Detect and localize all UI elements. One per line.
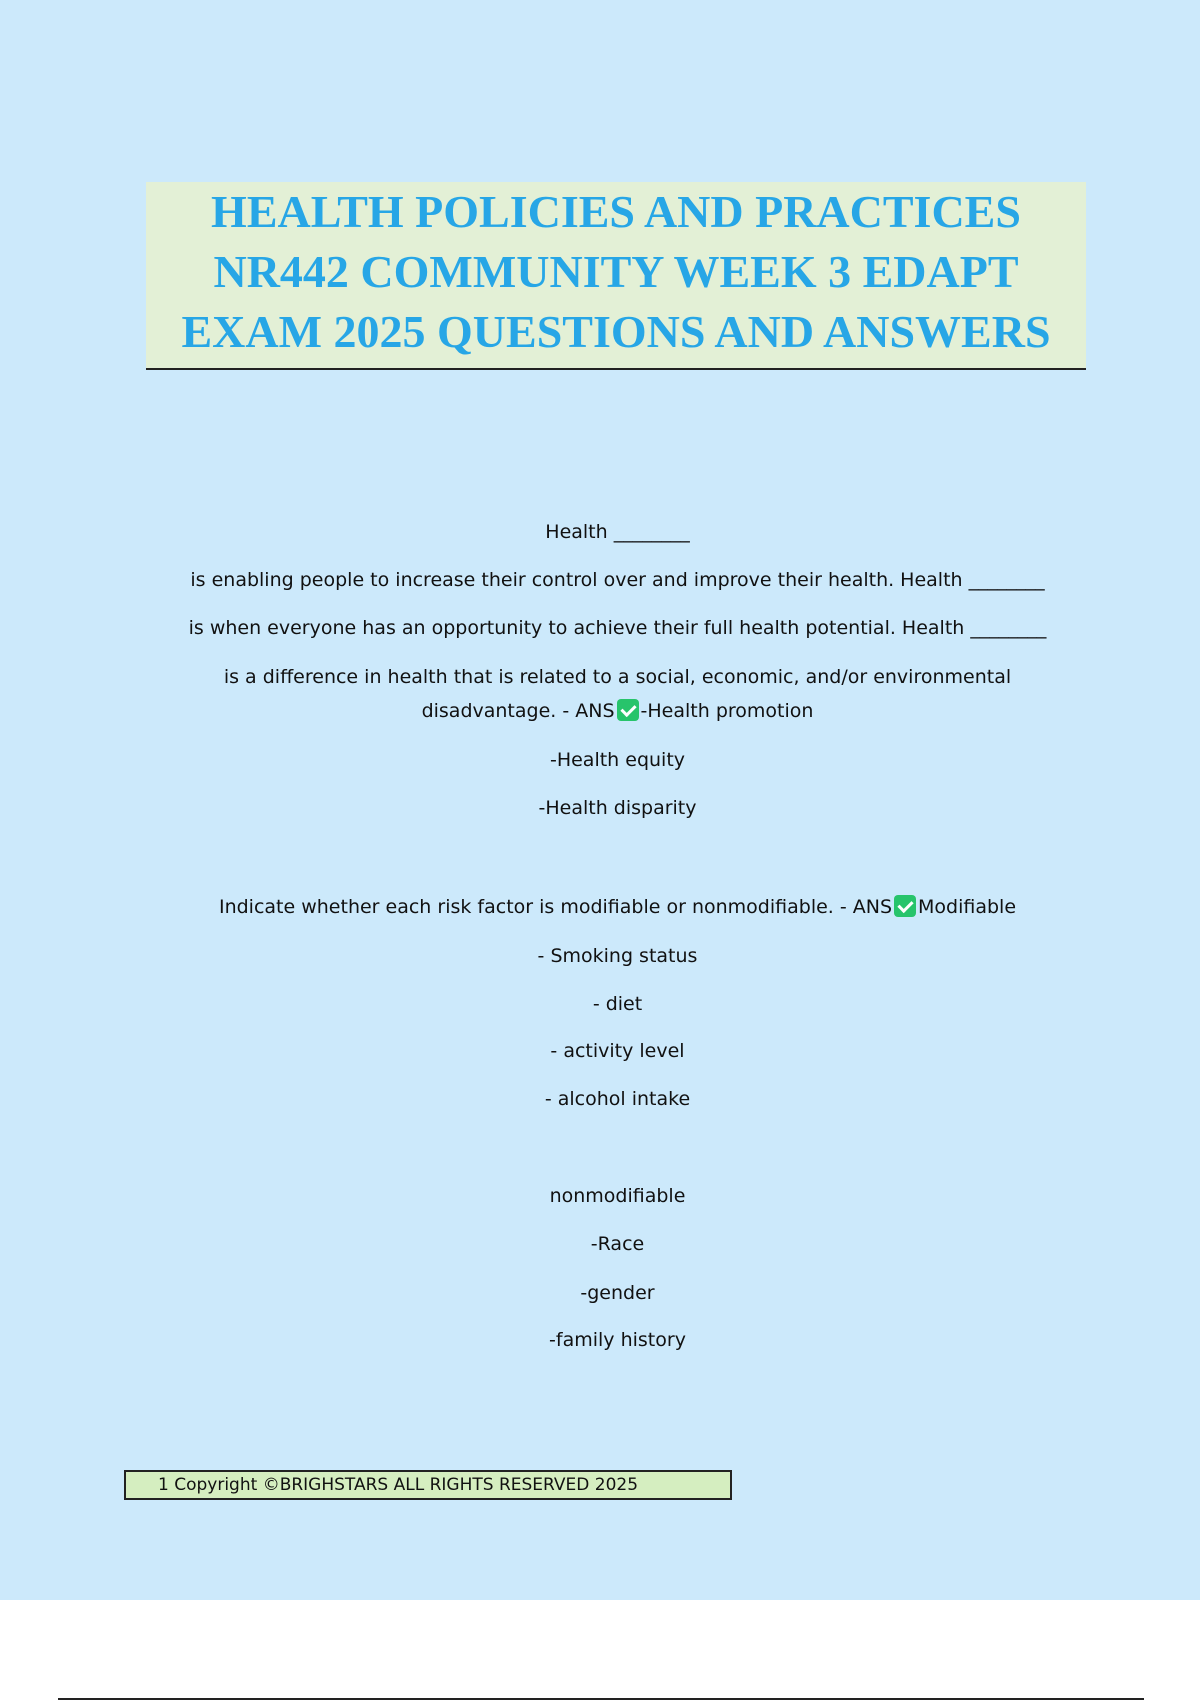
question-1-line-1: Health ________: [545, 521, 690, 543]
nonmodifiable-item: -Race: [590, 1233, 645, 1255]
question-2-line: [0, 894, 1200, 920]
question-1-line-2: is enabling people to increase their control over and improve their health. Health ________: [190, 569, 1045, 591]
answer-health-equity: -Health equity: [549, 749, 686, 771]
question-1-line-5: disadvantage. - ANS: [421, 700, 615, 722]
copyright-text: 1 Copyright ©BRIGHSTARS ALL RIGHTS RESERVED 2025: [158, 1475, 639, 1495]
question-1-line-4: is a difference in health that is related to a social, economic, and/or environmental: [223, 666, 1012, 688]
check-mark-icon: [617, 699, 639, 721]
nonmodifiable-item: -family history: [549, 1329, 686, 1351]
title-line-1: HEALTH POLICIES AND PRACTICES: [211, 186, 1021, 237]
check-mark-icon: [894, 895, 916, 917]
modifiable-item: - activity level: [550, 1040, 685, 1062]
question-2-text: Indicate whether each risk factor is modifiable or nonmodifiable. - ANS: [218, 896, 893, 918]
answer-health-promotion: -Health promotion: [640, 700, 814, 722]
copyright-footer: [124, 1470, 732, 1500]
answer-health-disparity: -Health disparity: [538, 797, 697, 819]
nonmodifiable-item: -gender: [580, 1282, 655, 1304]
modifiable-item: - Smoking status: [537, 945, 698, 967]
question-1-line-3: is when everyone has an opportunity to achieve their full health potential. Health ________: [188, 617, 1047, 639]
modifiable-item: - alcohol intake: [544, 1088, 691, 1110]
nonmodifiable-label: nonmodifiable: [549, 1185, 686, 1207]
title-line-3: EXAM 2025 QUESTIONS AND ANSWERS: [181, 306, 1051, 357]
title-line-2: NR442 COMMUNITY WEEK 3 EDAPT: [213, 246, 1019, 297]
modifiable-item: - diet: [592, 993, 643, 1015]
title-banner: [146, 182, 1086, 370]
question-1-answer-line: [0, 698, 1200, 724]
answer-modifiable-label: Modifiable: [918, 896, 1017, 918]
